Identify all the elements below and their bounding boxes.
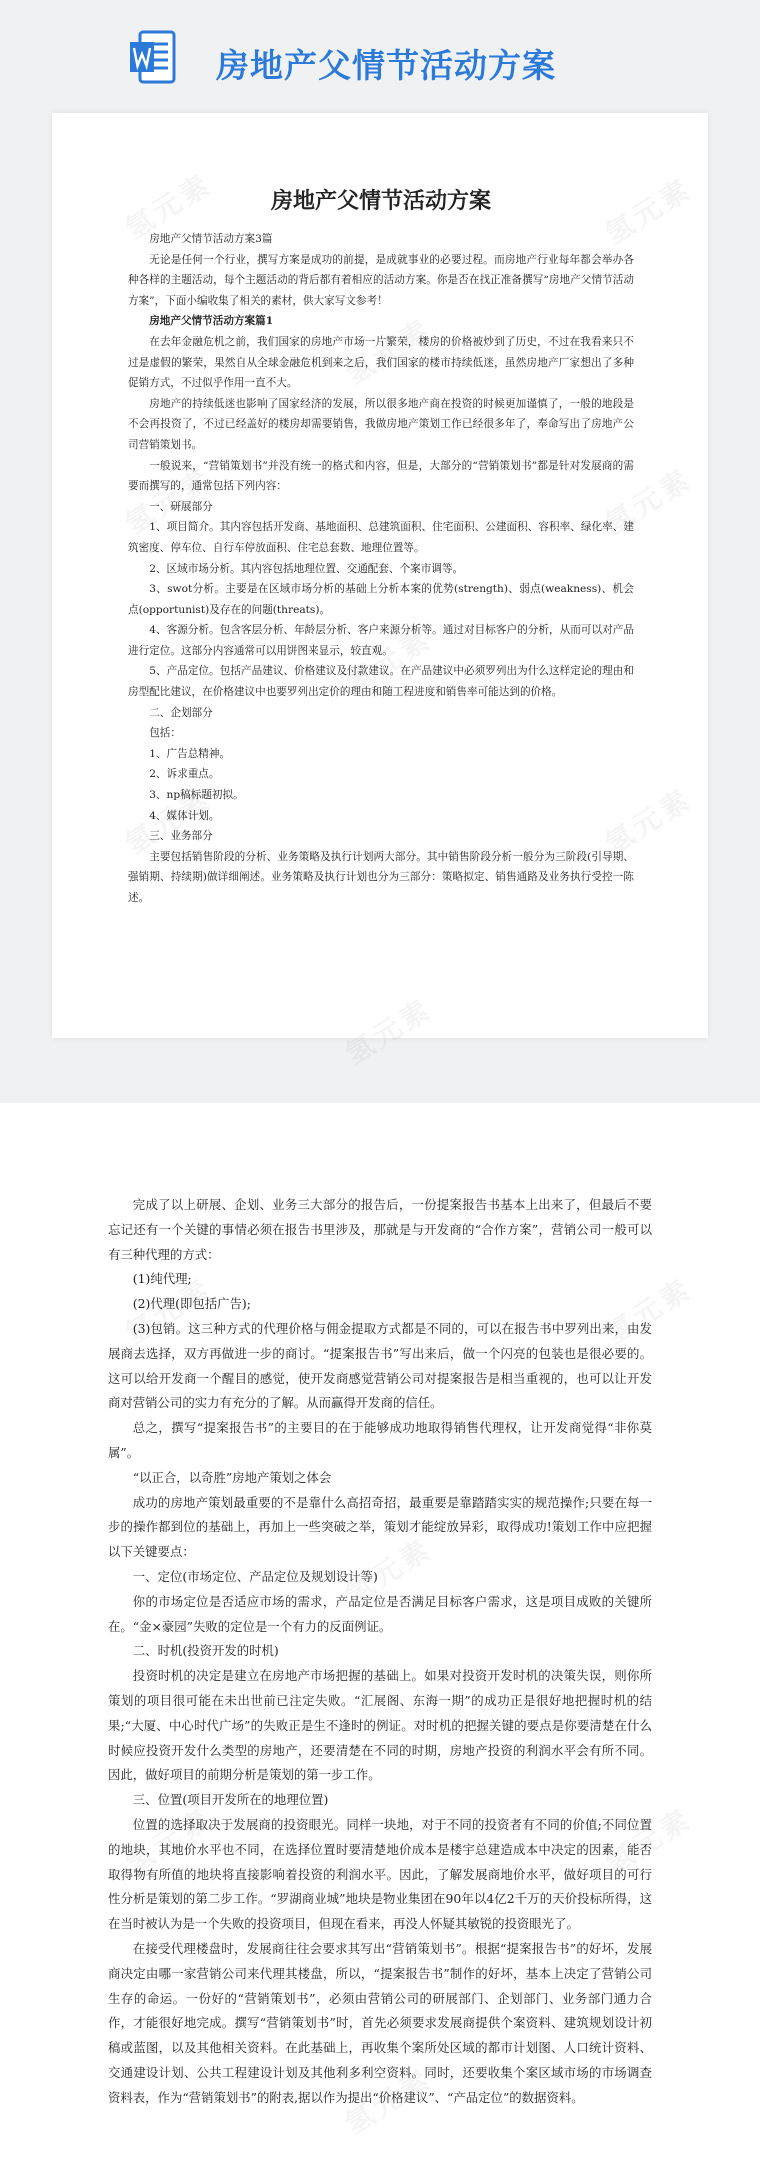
- paragraph: 主要包括销售阶段的分析、业务策略及执行计划两大部分。其中销售阶段分析一般分为三阶段(引导期、强销期、持续期)做详细阐述。业务策略及执行计划也分为三部分：策略拟定、销售通路及业务执行受控一陈述。: [128, 850, 634, 904]
- header-banner: [0, 0, 760, 118]
- paragraph: 一、定位(市场定位、产品定位及规划设计等): [132, 1568, 378, 1584]
- page-1-content: [128, 187, 634, 909]
- paragraph: 三、业务部分: [149, 830, 213, 843]
- paragraph: 成功的房地产策划最重要的不是靠什么高招奇招，最重要是靠踏踏实实的规范操作;只要在每一步的操作都到位的基础上，再加上一些突破之举，策划才能绽放异彩，取得成功!策划工作中应把握以下关键要点：: [108, 1494, 652, 1560]
- paragraph: 一般说来，“营销策划书”并没有统一的格式和内容，但是，大部分的“营销策划书”都是针对发展商的需要而撰写的，通常包括下列内容：: [128, 459, 634, 493]
- paragraph: 3、np稿标题初拟。: [149, 789, 244, 802]
- paragraph: (3)包销。这三种方式的代理价格与佣金提取方式都是不同的，可以在报告书中罗列出来，由发展商去选择，双方再做进一步的商讨。“提案报告书”写出来后，做一个闪亮的包装也是很必要的。这可以给开发商一个醒目的感觉，使开发商感觉营销公司对提案报告是相当重视的，也可以让开发商对营销公司的实力有充分的了解。从而赢得开发商的信任。: [108, 1320, 652, 1411]
- paragraph: 无论是任何一个行业，撰写方案是成功的前提，是成就事业的必要过程。而房地产行业每年都会举办各种各样的主题活动，每个主题活动的背后都有着相应的活动方案。你是否在找正准备撰写“房地产父情节活动方案”，下面小编收集了相关的素材，供大家写文参考！: [128, 253, 634, 307]
- paragraph: 房地产父情节活动方案3篇: [149, 233, 273, 245]
- word-doc-icon: [130, 30, 176, 84]
- document-page-2: [0, 1103, 760, 2178]
- paragraph: 三、位置(项目开发所在的地理位置): [132, 1792, 329, 1808]
- header-title: 房地产父情节活动方案: [216, 46, 556, 85]
- paragraph: 2、区域市场分析。其内容包括地理位置、交通配套、个案市调等。: [149, 562, 464, 575]
- paragraph: 二、企划部分: [149, 706, 213, 719]
- paragraph: 总之，撰写“提案报告书”的主要目的在于能够成功地取得销售代理权，让开发商觉得“非你莫属”。: [108, 1420, 652, 1460]
- document-page-1: [52, 113, 708, 1038]
- paragraph: 位置的选择取决于发展商的投资眼光。同样一块地，对于不同的投资者有不同的价值;不同位置的地块，其地价水平也不同，在选择位置时要清楚地价成本是楼宇总建造成本中决定的因素，能否取得物有所值的地块将直接影响着投资的利润水平。因此，了解发展商地价水平，做好项目的可行性分析是策划的第二步工作。“罗湖商业城”地块是物业集团在90年以4亿2千万的天价投标所得，这在当时被认为是一个失败的投资项目，但现在看来，再没人怀疑其敏锐的投资眼光了。: [108, 1816, 652, 1932]
- paragraph: “以正合，以奇胜”房地产策划之体会: [132, 1469, 332, 1485]
- paragraph: 一、研展部分: [149, 500, 213, 513]
- paragraph: 1、广告总精神。: [149, 747, 231, 760]
- paragraph: 房地产父情节活动方案篇1: [149, 315, 274, 328]
- paragraph: 在接受代理楼盘时，发展商往往会要求其写出“营销策划书”。根据“提案报告书”的好坏，发展商决定由哪一家营销公司来代理其楼盘，所以，“提案报告书”制作的好坏，基本上决定了营销公司生存的命运。一份好的“营销策划书”，必须由营销公司的研展部门、企划部门、业务部门通力合作，才能很好地完成。撰写“营销策划书”时，首先必须要求发展商提供个案资料、建筑规划设计初稿或蓝图，以及其他相关资料。在此基础上，再收集个案所处区域的都市计划图、人口统计资料、交通建设计划、公共工程建设计划及其他利多利空资料。同时，还要收集个案区域市场的市场调查资料表，作为“营销策划书”的附表,据以作为提出“价格建议”、“产品定位”的数据资料。: [108, 1940, 652, 2105]
- paragraph: 4、媒体计划。: [149, 809, 220, 822]
- paragraph: 1、项目简介。其内容包括开发商、基地面积、总建筑面积、住宅面积、公建面积、容积率、绿化率、建筑密度、停车位、自行车停放面积、住宅总套数、地理位置等。: [128, 521, 634, 554]
- paragraph: (2)代理(即包括广告);: [132, 1296, 251, 1312]
- paragraph: 投资时机的决定是建立在房地产市场把握的基础上。如果对投资开发时机的决策失误，则你所策划的项目很可能在未出世前已注定失败。“汇展阁、东海一期”的成功正是很好地把握时机的结果;“大厦、中心时代广场”的失败正是生不逢时的例证。对时机的把握关键的要点是你要清楚在什么时候应投资开发什么类型的房地产，还要清楚在不同的时期，房地产投资的利润水平会有所不同。因此，做好项目的前期分析是策划的第一步工作。: [108, 1668, 652, 1783]
- paragraph: 在去年金融危机之前，我们国家的房地产市场一片繁荣，楼房的价格被炒到了历史，不过在我看来只不过是虚假的繁荣，果然自从全球金融危机到来之后，我们国家的楼市持续低迷，虽然房地产厂家想出了多种促销方式，不过似乎作用一直不大。: [128, 335, 634, 390]
- paragraph: 包括：: [149, 727, 181, 740]
- page-2-content: [108, 1193, 652, 2110]
- paragraph: 完成了以上研展、企划、业务三大部分的报告后，一份提案报告书基本上出来了，但最后不要忘记还有一个关键的事情必须在报告书里涉及，那就是与开发商的“合作方案”，营销公司一般可以有三种代理的方式：: [108, 1197, 652, 1262]
- paragraph: 4、客源分析。包含客层分析、年龄层分析、客户来源分析等。通过对目标客户的分析，从而可以对产品进行定位。这部分内容通常可以用饼图来显示，较直观。: [128, 624, 634, 657]
- paragraph: 房地产的持续低迷也影响了国家经济的发展，所以很多地产商在投资的时候更加谨慎了，一般的地段是不会再投资了，不过已经盖好的楼房却需要销售，我做房地产策划工作已经很多年了，奉命写出了房地产公司营销策划书。: [128, 397, 634, 451]
- page-2-body: [108, 1193, 652, 2110]
- paragraph: 5、产品定位。包括产品建议、价格建议及付款建议。在产品建议中必须罗列出为什么这样定论的理由和房型配比建议，在价格建议中也要罗列出定价的理由和随工程进度和销售率可能达到的价格。: [128, 665, 634, 699]
- paragraph: 2、诉求重点。: [149, 768, 220, 781]
- paragraph: 3、swot分析。主要是在区域市场分析的基础上分析本案的优势(strength)、弱点(weakness)、机会点(opportunist)及存在的问题(threats)。: [128, 583, 634, 616]
- paragraph: 你的市场定位是否适应市场的需求，产品定位是否满足目标客户需求，这是项目成败的关键所在。“金×豪园”失败的定位是一个有力的反面例证。: [108, 1593, 652, 1634]
- paragraph: 二、时机(投资开发的时机): [132, 1643, 279, 1659]
- paragraph: (1)纯代理;: [132, 1271, 192, 1287]
- document-title: 房地产父情节活动方案: [270, 188, 491, 214]
- page-1-body: [128, 229, 634, 909]
